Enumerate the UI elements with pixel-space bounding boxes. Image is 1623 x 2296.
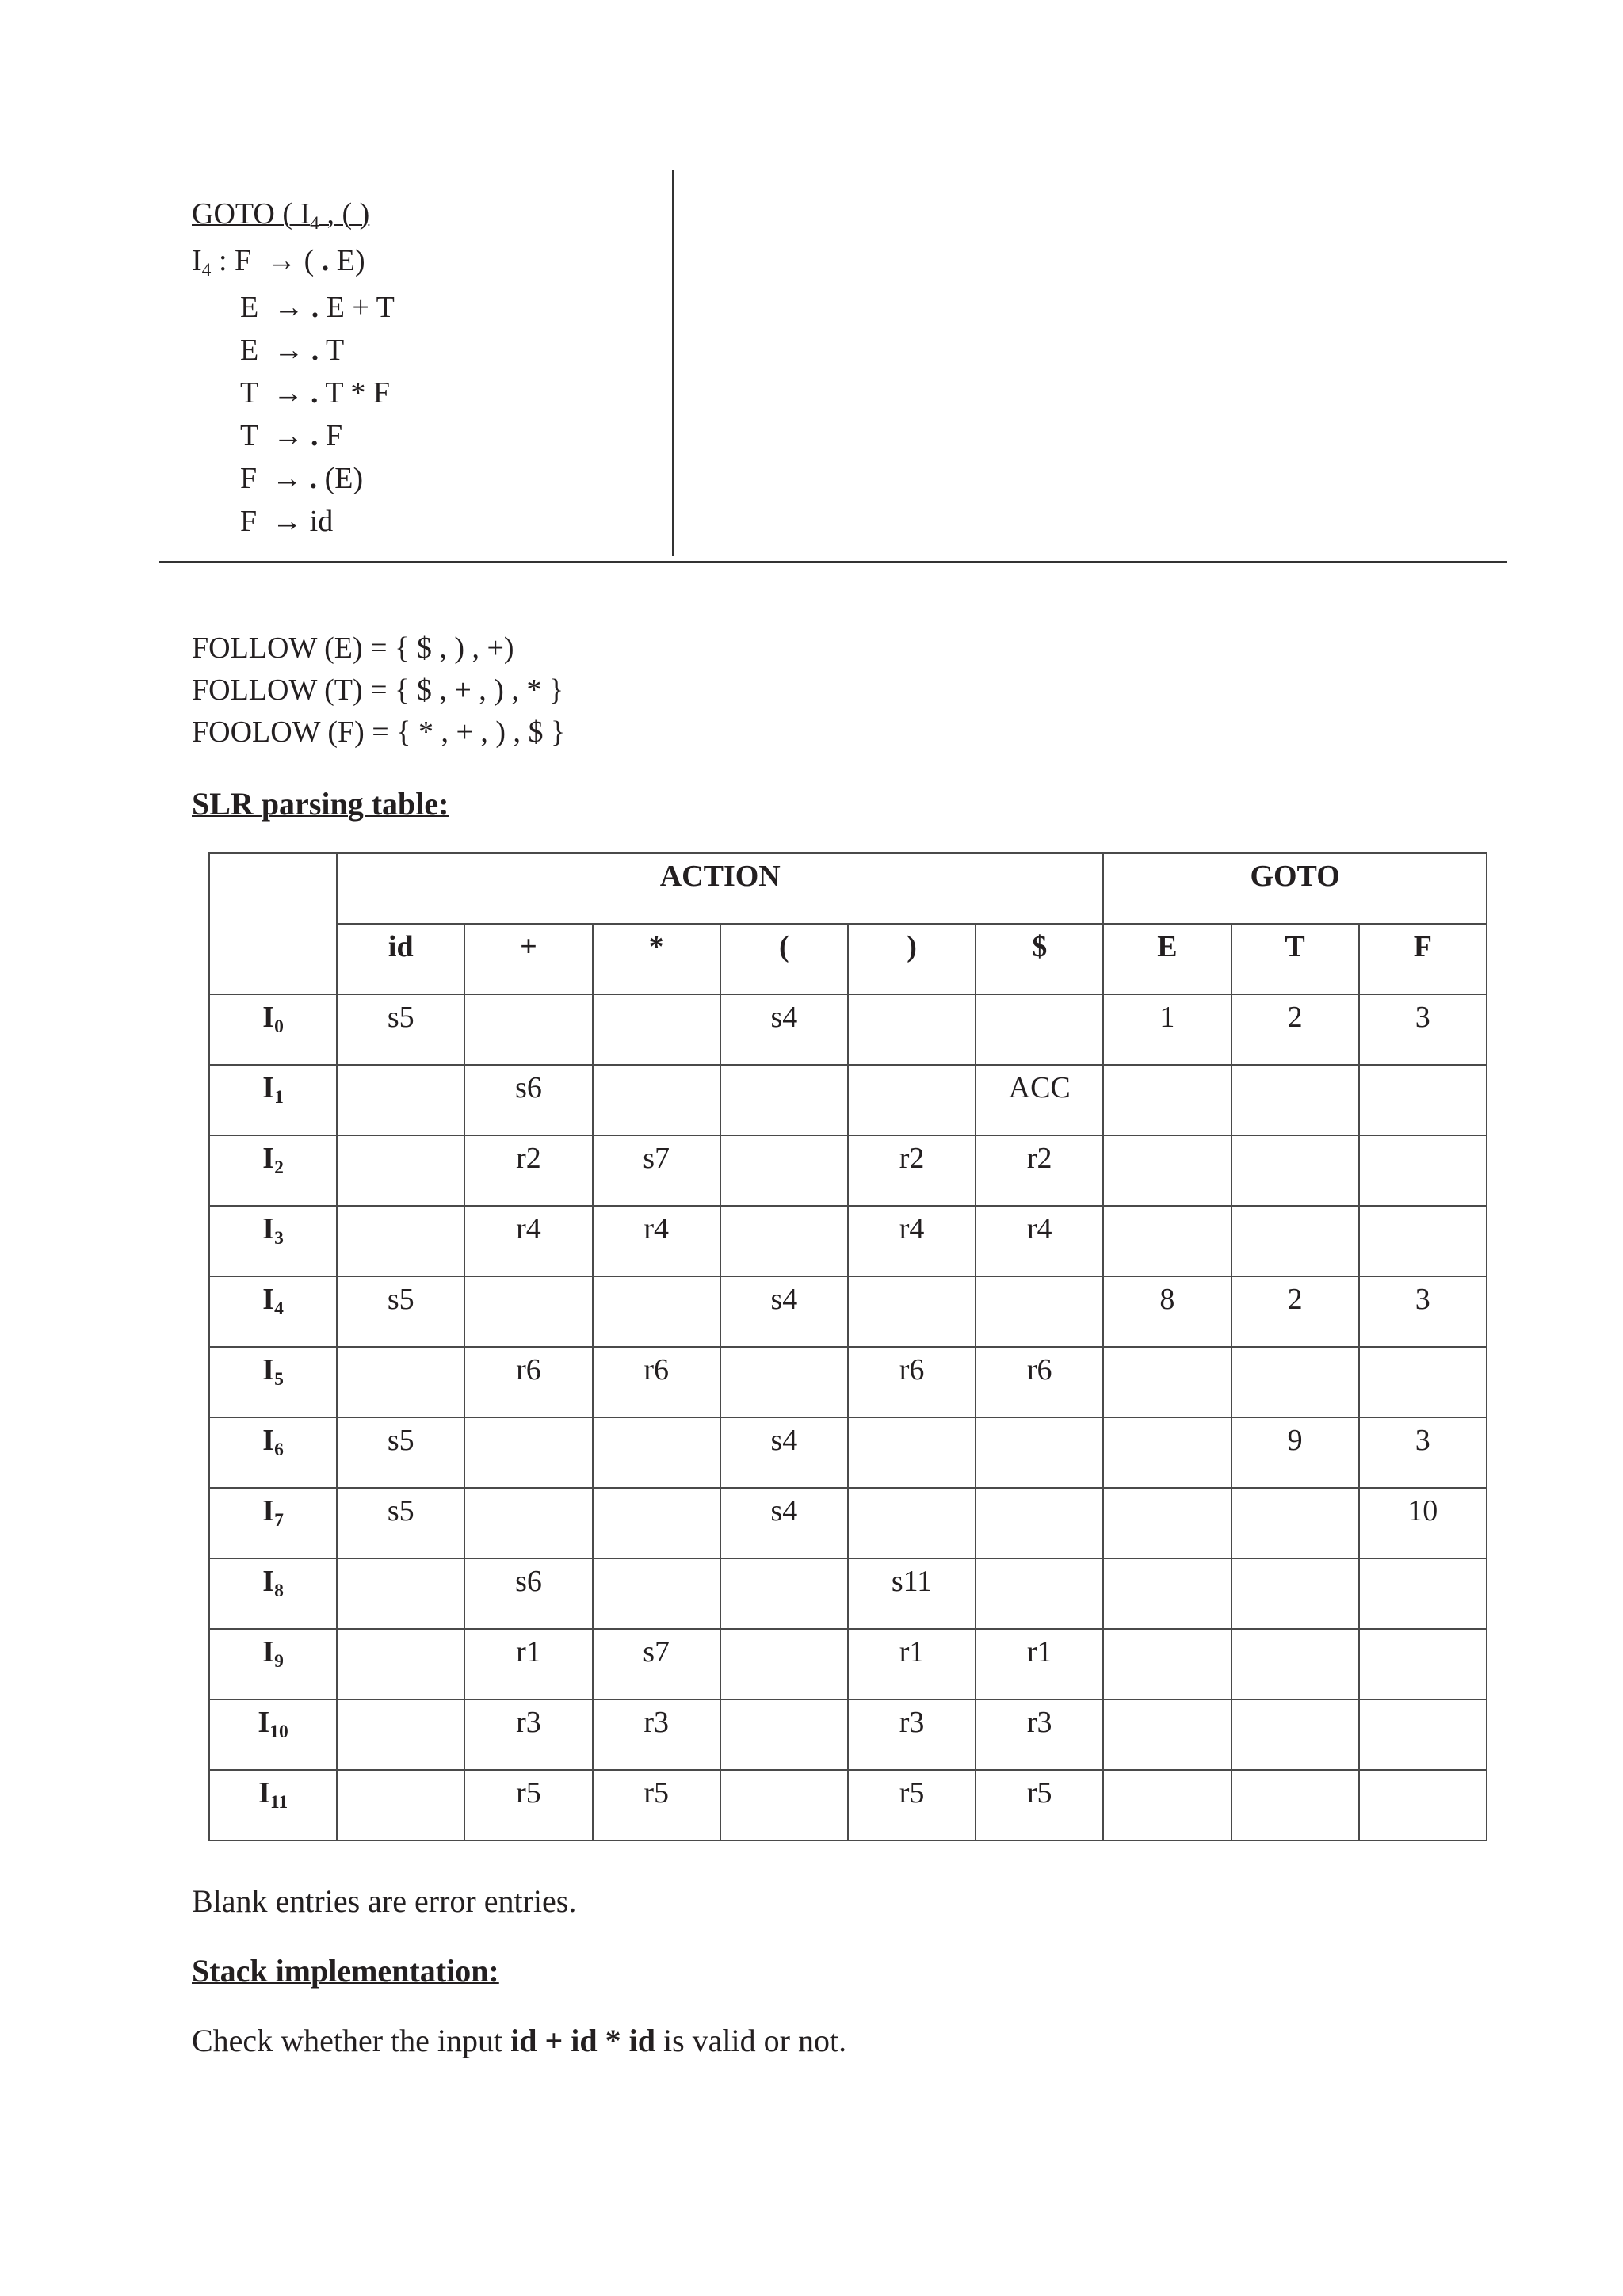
table-cell	[720, 1699, 848, 1770]
state-subscript: 1	[274, 1086, 284, 1108]
table-cell: s7	[593, 1135, 720, 1206]
table-row	[209, 1417, 1487, 1488]
table-row	[209, 994, 1487, 1065]
table-cell	[593, 1488, 720, 1558]
state-subscript: 5	[274, 1368, 284, 1390]
table-cell: 1	[1103, 994, 1231, 1065]
production-pre: T →	[240, 376, 311, 410]
item-line	[192, 372, 395, 414]
table-cell	[1103, 1558, 1231, 1629]
table-cell: s5	[337, 1276, 464, 1347]
table-cell	[1359, 1206, 1487, 1276]
state-label-cell	[209, 1276, 337, 1347]
state-label-cell	[209, 994, 337, 1065]
table-cell	[593, 1417, 720, 1488]
state-subscript: 4	[274, 1298, 284, 1319]
table-cell: s6	[464, 1558, 592, 1629]
state-letter: I	[262, 1565, 275, 1598]
table-cell	[593, 1065, 720, 1135]
goto-heading-subscript: 4	[310, 212, 319, 234]
state-letter: I	[258, 1776, 270, 1810]
table-cell	[1232, 1770, 1359, 1840]
table-cell	[976, 1558, 1103, 1629]
table-cell	[720, 1135, 848, 1206]
table-cell	[337, 1699, 464, 1770]
table-cell	[976, 1276, 1103, 1347]
table-row	[209, 1488, 1487, 1558]
production-pre: : F → (	[211, 244, 322, 277]
table-body	[209, 994, 1487, 1840]
state-label-cell	[209, 1629, 337, 1699]
table-cell	[720, 1347, 848, 1417]
state-label-cell	[209, 1417, 337, 1488]
table-cell	[337, 1558, 464, 1629]
question-pre: Check whether the input	[192, 2023, 511, 2058]
item-dot: .	[311, 334, 319, 367]
state-subscript: 0	[274, 1016, 284, 1037]
production-pre: F →	[240, 462, 310, 495]
blank-entries-note: Blank entries are error entries.	[192, 1883, 577, 1919]
table-cell	[848, 1276, 976, 1347]
state-letter: I	[258, 1706, 270, 1739]
table-cell: r5	[976, 1770, 1103, 1840]
table-cell	[1359, 1135, 1487, 1206]
state-label-cell	[209, 1488, 337, 1558]
state-label-cell	[209, 1065, 337, 1135]
table-cell: r3	[593, 1699, 720, 1770]
state-label-cell	[209, 1206, 337, 1276]
follow-set-t: FOLLOW (T) = { $ , + , ) , * }	[192, 673, 564, 707]
slr-table-heading: SLR parsing table:	[192, 786, 449, 822]
table-cell	[1232, 1629, 1359, 1699]
state-label-cell	[209, 1558, 337, 1629]
table-cell: r5	[464, 1770, 592, 1840]
state-subscript: 3	[274, 1227, 284, 1249]
column-header: E	[1103, 924, 1231, 994]
input-string: id + id * id	[510, 2023, 655, 2058]
table-cell	[337, 1347, 464, 1417]
section-divider	[159, 561, 1507, 563]
state-subscript: 6	[274, 1439, 284, 1460]
table-cell: r4	[593, 1206, 720, 1276]
column-header: +	[464, 924, 592, 994]
table-cell	[1232, 1699, 1359, 1770]
item-dot: .	[309, 462, 318, 495]
item-line	[192, 457, 395, 500]
column-header: id	[337, 924, 464, 994]
table-cell: r6	[848, 1347, 976, 1417]
table-cell	[1232, 1206, 1359, 1276]
state-letter: I	[262, 1353, 275, 1386]
column-header: )	[848, 924, 976, 994]
table-cell	[1359, 1065, 1487, 1135]
state-letter: I	[262, 1001, 275, 1034]
table-cell: r1	[976, 1629, 1103, 1699]
table-cell	[720, 1558, 848, 1629]
table-cell	[1103, 1417, 1231, 1488]
table-cell	[976, 994, 1103, 1065]
table-cell	[1359, 1629, 1487, 1699]
follow-set-f: FOOLOW (F) = { * , + , ) , $ }	[192, 715, 566, 749]
column-divider	[672, 170, 674, 556]
table-cell: 8	[1103, 1276, 1231, 1347]
table-cell: r6	[593, 1347, 720, 1417]
state-subscript: 2	[274, 1157, 284, 1178]
item-dot: .	[311, 291, 319, 324]
table-cell: r3	[848, 1699, 976, 1770]
table-row	[209, 1276, 1487, 1347]
table-cell: s5	[337, 994, 464, 1065]
table-cell: s4	[720, 1417, 848, 1488]
table-cell: r1	[848, 1629, 976, 1699]
table-cell	[1103, 1699, 1231, 1770]
table-cell	[720, 1206, 848, 1276]
table-cell: r3	[464, 1699, 592, 1770]
table-cell: s7	[593, 1629, 720, 1699]
table-row	[209, 1629, 1487, 1699]
column-header: T	[1232, 924, 1359, 994]
table-cell	[464, 1276, 592, 1347]
production-post: E + T	[319, 291, 395, 324]
table-cell: 9	[1232, 1417, 1359, 1488]
table-cell	[848, 1065, 976, 1135]
state-label: I	[192, 244, 202, 277]
table-row	[209, 1065, 1487, 1135]
table-row	[209, 1770, 1487, 1840]
item-line	[192, 329, 395, 372]
table-cell	[593, 994, 720, 1065]
table-cell	[1103, 1135, 1231, 1206]
table-header	[209, 853, 1487, 994]
table-cell: ACC	[976, 1065, 1103, 1135]
stack-implementation-heading: Stack implementation:	[192, 1953, 499, 1989]
table-cell	[976, 1488, 1103, 1558]
table-cell: 2	[1232, 994, 1359, 1065]
table-cell	[1103, 1488, 1231, 1558]
question-text	[192, 2021, 846, 2061]
table-cell	[1359, 1347, 1487, 1417]
table-cell	[1103, 1206, 1231, 1276]
table-cell: s5	[337, 1488, 464, 1558]
table-cell	[1103, 1347, 1231, 1417]
state-label-cell	[209, 1135, 337, 1206]
item-dot: .	[321, 244, 330, 277]
group-header-row	[209, 853, 1487, 924]
column-header-row	[209, 924, 1487, 994]
production-pre: T →	[240, 419, 311, 452]
state-label-cell	[209, 1699, 337, 1770]
table-cell	[337, 1065, 464, 1135]
table-cell	[337, 1629, 464, 1699]
table-cell: r3	[976, 1699, 1103, 1770]
production-post: F	[318, 419, 343, 452]
goto-heading-tail: , ( )	[319, 197, 370, 231]
column-header: F	[1359, 924, 1487, 994]
item-line	[192, 286, 395, 329]
table-cell: 3	[1359, 1417, 1487, 1488]
table-row	[209, 1347, 1487, 1417]
production-post: (E)	[317, 462, 364, 495]
item-line	[192, 414, 395, 457]
column-header: *	[593, 924, 720, 994]
table-cell	[1232, 1065, 1359, 1135]
table-cell: r4	[464, 1206, 592, 1276]
follow-set-e: FOLLOW (E) = { $ , ) , +)	[192, 631, 514, 665]
table-row	[209, 1558, 1487, 1629]
table-cell	[1232, 1558, 1359, 1629]
table-cell: 3	[1359, 994, 1487, 1065]
state-letter: I	[262, 1212, 275, 1245]
production-post: T * F	[318, 376, 391, 410]
state-subscript: 11	[269, 1791, 288, 1813]
slr-parsing-table	[208, 852, 1487, 1841]
table-cell: r2	[464, 1135, 592, 1206]
production-post: E)	[329, 244, 365, 277]
table-cell	[720, 1065, 848, 1135]
table-cell: s5	[337, 1417, 464, 1488]
state-letter: I	[262, 1142, 275, 1175]
item-dot: .	[311, 376, 319, 410]
table-cell: r1	[464, 1629, 592, 1699]
table-cell	[337, 1206, 464, 1276]
table-cell	[848, 994, 976, 1065]
table-cell: s4	[720, 994, 848, 1065]
table-cell: r2	[848, 1135, 976, 1206]
table-cell: r4	[976, 1206, 1103, 1276]
table-cell	[1359, 1699, 1487, 1770]
table-cell: 10	[1359, 1488, 1487, 1558]
table-cell	[1232, 1488, 1359, 1558]
table-cell: s4	[720, 1276, 848, 1347]
state-subscript: 10	[269, 1721, 288, 1742]
table-cell	[720, 1770, 848, 1840]
state-subscript: 7	[274, 1509, 284, 1531]
table-cell: r5	[593, 1770, 720, 1840]
state-letter: I	[262, 1283, 275, 1316]
state-header-cell	[209, 853, 337, 994]
table-cell	[593, 1276, 720, 1347]
table-cell	[593, 1558, 720, 1629]
table-row	[209, 1206, 1487, 1276]
table-cell	[1103, 1065, 1231, 1135]
table-cell: s11	[848, 1558, 976, 1629]
table-cell	[1359, 1558, 1487, 1629]
state-subscript: 9	[274, 1650, 284, 1672]
table-cell	[337, 1770, 464, 1840]
table-cell	[1359, 1770, 1487, 1840]
table-cell	[464, 1488, 592, 1558]
table-cell: r4	[848, 1206, 976, 1276]
table-cell	[337, 1135, 464, 1206]
table-cell: 3	[1359, 1276, 1487, 1347]
table-cell: r6	[976, 1347, 1103, 1417]
table-cell	[1103, 1770, 1231, 1840]
question-post: is valid or not.	[655, 2023, 847, 2058]
production-pre: E →	[240, 334, 311, 367]
goto-heading-text: GOTO ( I	[192, 197, 311, 231]
production-pre: E →	[240, 291, 311, 324]
table-cell	[1232, 1347, 1359, 1417]
table-cell	[976, 1417, 1103, 1488]
goto-block	[192, 193, 395, 543]
table-row	[209, 1135, 1487, 1206]
state-subscript: 4	[201, 259, 212, 280]
follow-sets	[192, 627, 565, 753]
state-item-line	[192, 239, 395, 286]
state-label-cell	[209, 1770, 337, 1840]
table-cell	[1232, 1135, 1359, 1206]
production-pre: F → id	[240, 505, 334, 538]
state-letter: I	[262, 1494, 275, 1527]
table-cell	[464, 994, 592, 1065]
table-cell	[848, 1417, 976, 1488]
state-letter: I	[262, 1424, 275, 1457]
column-header: $	[976, 924, 1103, 994]
state-subscript: 8	[274, 1580, 284, 1601]
table-cell: r5	[848, 1770, 976, 1840]
state-letter: I	[262, 1071, 275, 1104]
table-cell: s4	[720, 1488, 848, 1558]
goto-group-header: GOTO	[1103, 853, 1487, 924]
table-cell: 2	[1232, 1276, 1359, 1347]
action-group-header: ACTION	[337, 853, 1103, 924]
table-row	[209, 1699, 1487, 1770]
production-post: T	[319, 334, 345, 367]
table-cell	[848, 1488, 976, 1558]
state-letter: I	[262, 1635, 275, 1669]
state-label-cell	[209, 1347, 337, 1417]
item-dot: .	[311, 419, 319, 452]
table-cell	[1103, 1629, 1231, 1699]
table-cell: r2	[976, 1135, 1103, 1206]
table-cell: r6	[464, 1347, 592, 1417]
table-cell	[464, 1417, 592, 1488]
table-cell: s6	[464, 1065, 592, 1135]
table-cell	[720, 1629, 848, 1699]
goto-heading	[192, 193, 395, 239]
column-header: (	[720, 924, 848, 994]
item-line	[192, 500, 395, 543]
